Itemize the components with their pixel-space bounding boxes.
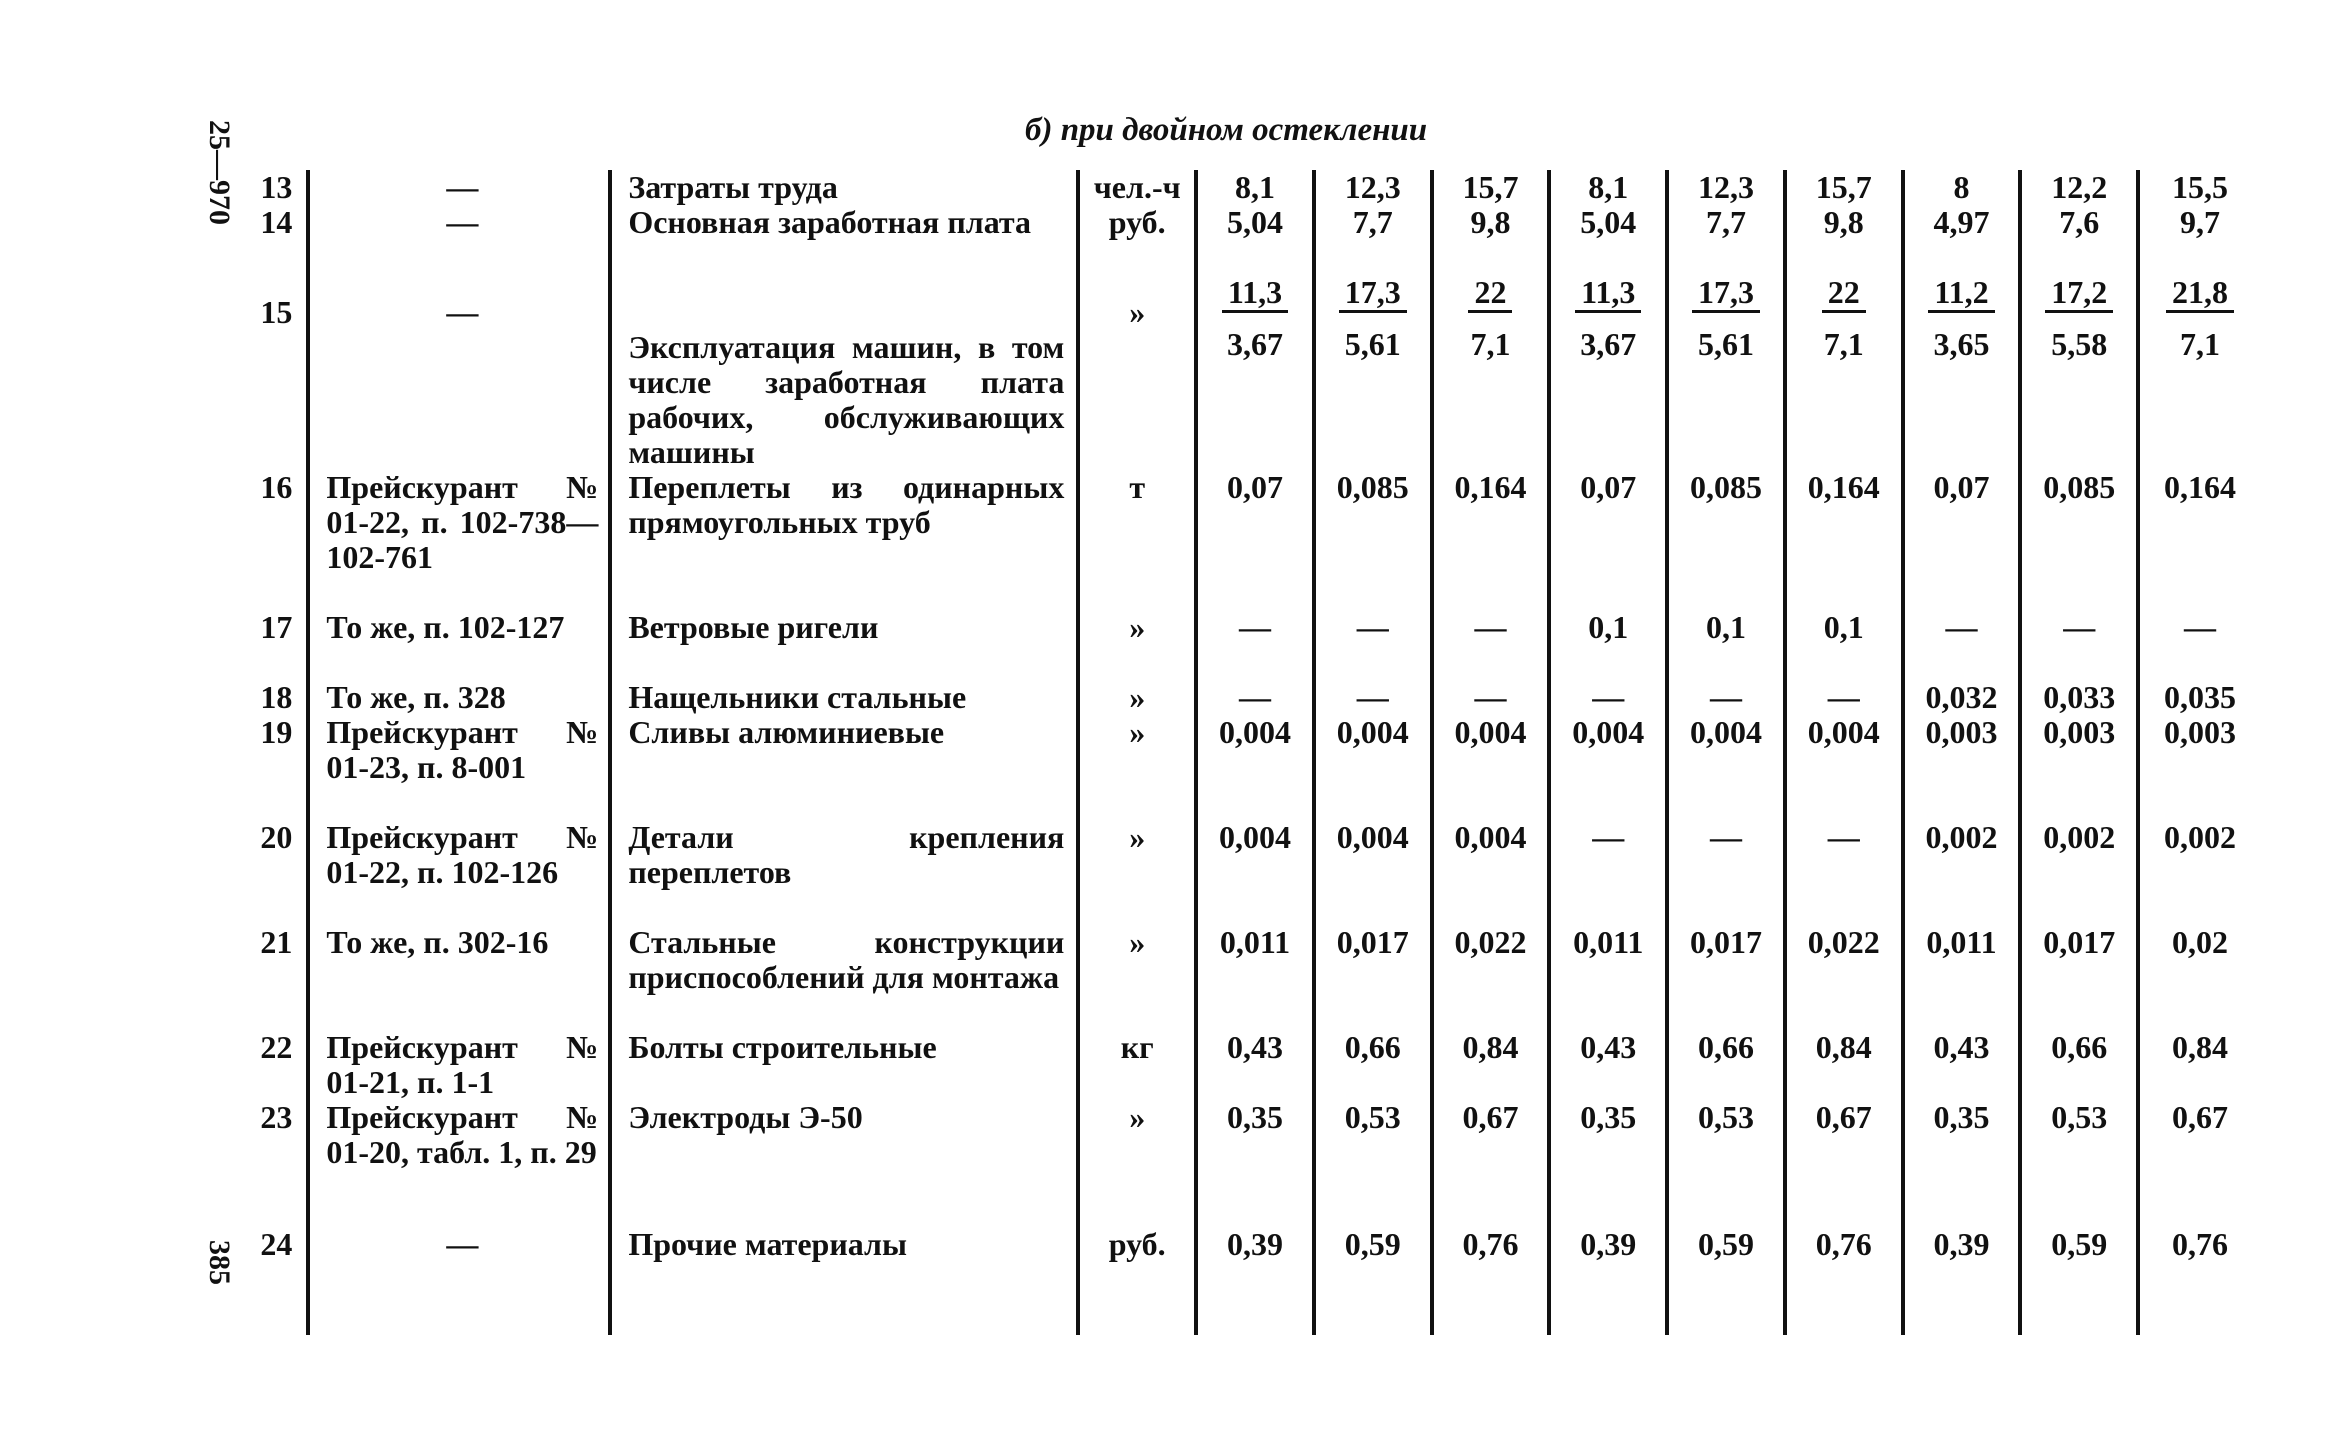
value-cell: — xyxy=(2138,610,2260,680)
row-number: 18 xyxy=(260,679,293,715)
value-cell: 0,07 xyxy=(1549,470,1667,610)
row-number: 16 xyxy=(260,469,293,505)
value-cell: 0,035 xyxy=(2138,680,2260,715)
unit-cell: » xyxy=(1078,820,1196,925)
fraction-numerator: 21,8 xyxy=(2166,275,2234,313)
value-cell: 0,66 xyxy=(1667,1030,1785,1100)
value-cell: 0,39 xyxy=(1196,1205,1314,1335)
value-cell: 0,002 xyxy=(1903,820,2021,925)
value-cell: — xyxy=(2020,610,2138,680)
source-cell: Прейскурант № 01-23, п. 8-001 xyxy=(308,715,610,820)
value-cell: 0,011 xyxy=(1196,925,1314,1030)
table-row xyxy=(250,925,2260,1030)
fraction-numerator: 17,2 xyxy=(2045,275,2113,313)
source-cell: Прейскурант № 01-20, табл. 1, п. 29 xyxy=(308,1100,610,1205)
fraction-numerator: 11,3 xyxy=(1222,275,1288,313)
value-cell: 0,1 xyxy=(1785,610,1903,680)
source-cell: Прейскурант № 01-22, п. 102-126 xyxy=(308,820,610,925)
value-cell: 8,1 xyxy=(1196,170,1314,205)
item-name: Нащельники стальные xyxy=(610,680,1078,715)
table-body xyxy=(250,170,2260,1335)
value-cell: 0,022 xyxy=(1785,925,1903,1030)
value-cell: 0,017 xyxy=(1667,925,1785,1030)
value-cell: — xyxy=(1549,820,1667,925)
unit-cell: чел.-ч xyxy=(1078,170,1196,205)
page-number-vertical: 385 xyxy=(203,1240,236,1285)
fraction-numerator: 11,2 xyxy=(1928,275,1994,313)
row-number: 14 xyxy=(260,204,293,240)
fraction-numerator: 17,3 xyxy=(1339,275,1407,313)
value-cell: — xyxy=(1196,610,1314,680)
fraction-denominator: 5,61 xyxy=(1344,326,1401,362)
value-cell: — xyxy=(1903,610,2021,680)
source-cell: То же, п. 302-16 xyxy=(308,925,610,1030)
value-cell: — xyxy=(1549,680,1667,715)
unit-cell: кг xyxy=(1078,1030,1196,1100)
value-cell: 0,011 xyxy=(1549,925,1667,1030)
value-cell: 0,67 xyxy=(1432,1100,1550,1205)
value-cell: 0,004 xyxy=(1785,715,1903,820)
value-cell: 0,164 xyxy=(1432,470,1550,610)
value-cell: — xyxy=(1314,610,1432,680)
value-cell: 0,39 xyxy=(1549,1205,1667,1335)
fraction-numerator: 11,3 xyxy=(1575,275,1641,313)
value-cell: 15,7 xyxy=(1432,170,1550,205)
value-cell: 12,3 xyxy=(1667,170,1785,205)
value-cell: 0,07 xyxy=(1196,470,1314,610)
value-cell: 0,84 xyxy=(1432,1030,1550,1100)
value-cell: 0,004 xyxy=(1196,715,1314,820)
value-cell: 12,2 xyxy=(2020,170,2138,205)
fraction xyxy=(2045,275,2113,362)
value-cell: 0,011 xyxy=(1903,925,2021,1030)
value-cell: 0,004 xyxy=(1667,715,1785,820)
norms-table-container xyxy=(250,170,2260,1295)
table-row xyxy=(250,680,2260,715)
value-cell-fraction xyxy=(1785,275,1903,470)
item-name: Основная заработная плата xyxy=(610,205,1078,275)
row-number: 24 xyxy=(260,1226,293,1262)
value-cell: 4,97 xyxy=(1903,205,2021,275)
value-cell: 0,004 xyxy=(1314,715,1432,820)
fraction-numerator: 22 xyxy=(1468,275,1512,313)
value-cell: 8,1 xyxy=(1549,170,1667,205)
fraction-denominator: 3,67 xyxy=(1226,326,1283,362)
value-cell-fraction xyxy=(2020,275,2138,470)
value-cell: 0,35 xyxy=(1196,1100,1314,1205)
item-name: Ветровые ригели xyxy=(610,610,1078,680)
table-row xyxy=(250,1100,2260,1205)
fraction xyxy=(1222,275,1288,362)
value-cell: 0,02 xyxy=(2138,925,2260,1030)
source-cell: — xyxy=(308,1205,610,1335)
value-cell: 0,59 xyxy=(2020,1205,2138,1335)
table-row xyxy=(250,275,2260,470)
item-name: Детали крепления переплетов xyxy=(610,820,1078,925)
row-number: 17 xyxy=(260,609,293,645)
value-cell-fraction xyxy=(1432,275,1550,470)
unit-cell: » xyxy=(1078,610,1196,680)
value-cell: — xyxy=(1432,680,1550,715)
value-cell: 0,43 xyxy=(1549,1030,1667,1100)
value-cell: — xyxy=(1432,610,1550,680)
source-cell: Прейскурант № 01-21, п. 1-1 xyxy=(308,1030,610,1100)
value-cell: 0,76 xyxy=(1432,1205,1550,1335)
source-cell: То же, п. 328 xyxy=(308,680,610,715)
value-cell: 0,39 xyxy=(1903,1205,2021,1335)
value-cell: — xyxy=(1314,680,1432,715)
fraction-denominator: 3,67 xyxy=(1580,326,1637,362)
item-name: Стальные конструкции приспособлений для монтажа xyxy=(610,925,1078,1030)
unit-cell: т xyxy=(1078,470,1196,610)
value-cell: 0,003 xyxy=(2020,715,2138,820)
norms-table xyxy=(250,170,2260,1335)
row-number: 23 xyxy=(260,1099,293,1135)
value-cell: 5,04 xyxy=(1549,205,1667,275)
value-cell: 0,017 xyxy=(1314,925,1432,1030)
unit-cell: » xyxy=(1078,275,1196,470)
value-cell-fraction xyxy=(1549,275,1667,470)
section-title: б) при двойном остеклении xyxy=(1025,112,1428,148)
value-cell-fraction xyxy=(1196,275,1314,470)
value-cell: 0,84 xyxy=(2138,1030,2260,1100)
value-cell: 0,67 xyxy=(1785,1100,1903,1205)
value-cell: 0,66 xyxy=(2020,1030,2138,1100)
table-row xyxy=(250,1030,2260,1100)
value-cell: 0,004 xyxy=(1432,715,1550,820)
value-cell: 0,002 xyxy=(2020,820,2138,925)
value-cell: 0,07 xyxy=(1903,470,2021,610)
row-number: 20 xyxy=(260,819,293,855)
value-cell: 0,085 xyxy=(1667,470,1785,610)
value-cell: 7,7 xyxy=(1314,205,1432,275)
fraction xyxy=(1928,275,1994,362)
value-cell: 0,53 xyxy=(2020,1100,2138,1205)
value-cell: — xyxy=(1667,820,1785,925)
value-cell: — xyxy=(1196,680,1314,715)
unit-cell: » xyxy=(1078,925,1196,1030)
value-cell: 0,53 xyxy=(1314,1100,1432,1205)
value-cell: 9,8 xyxy=(1432,205,1550,275)
value-cell: 0,003 xyxy=(2138,715,2260,820)
value-cell-fraction xyxy=(1314,275,1432,470)
fraction-numerator: 22 xyxy=(1822,275,1866,313)
value-cell: 0,164 xyxy=(1785,470,1903,610)
value-cell: 0,085 xyxy=(2020,470,2138,610)
item-name: Прочие материалы xyxy=(610,1205,1078,1335)
fraction xyxy=(2166,275,2234,362)
value-cell: 0,59 xyxy=(1314,1205,1432,1335)
row-number: 19 xyxy=(260,714,293,750)
value-cell: 0,004 xyxy=(1196,820,1314,925)
value-cell: 0,017 xyxy=(2020,925,2138,1030)
fraction-denominator: 5,61 xyxy=(1697,326,1754,362)
value-cell: — xyxy=(1785,680,1903,715)
value-cell: 9,8 xyxy=(1785,205,1903,275)
fraction-denominator: 3,65 xyxy=(1933,326,1990,362)
fraction-denominator: 5,58 xyxy=(2051,326,2108,362)
item-name: Затраты труда xyxy=(610,170,1078,205)
source-cell: — xyxy=(308,275,610,470)
unit-cell: » xyxy=(1078,680,1196,715)
value-cell: 0,085 xyxy=(1314,470,1432,610)
fraction-denominator: 7,1 xyxy=(1823,326,1864,362)
value-cell: 0,43 xyxy=(1196,1030,1314,1100)
value-cell: 0,022 xyxy=(1432,925,1550,1030)
item-name: Электроды Э-50 xyxy=(610,1100,1078,1205)
unit-cell: руб. xyxy=(1078,1205,1196,1335)
value-cell: 0,66 xyxy=(1314,1030,1432,1100)
value-cell: 0,84 xyxy=(1785,1030,1903,1100)
value-cell: 0,004 xyxy=(1549,715,1667,820)
value-cell: 7,7 xyxy=(1667,205,1785,275)
value-cell: 9,7 xyxy=(2138,205,2260,275)
value-cell: 0,033 xyxy=(2020,680,2138,715)
unit-cell: руб. xyxy=(1078,205,1196,275)
row-number: 15 xyxy=(260,294,293,330)
value-cell-fraction xyxy=(2138,275,2260,470)
value-cell: 0,164 xyxy=(2138,470,2260,610)
fraction-numerator: 17,3 xyxy=(1692,275,1760,313)
value-cell: 0,004 xyxy=(1314,820,1432,925)
value-cell: — xyxy=(1667,680,1785,715)
value-cell: 8 xyxy=(1903,170,2021,205)
value-cell: 7,6 xyxy=(2020,205,2138,275)
value-cell: 5,04 xyxy=(1196,205,1314,275)
table-row xyxy=(250,715,2260,820)
fraction-denominator: 7,1 xyxy=(1470,326,1511,362)
value-cell: 15,5 xyxy=(2138,170,2260,205)
value-cell-fraction xyxy=(1903,275,2021,470)
row-number: 21 xyxy=(260,924,293,960)
value-cell: 0,003 xyxy=(1903,715,2021,820)
source-cell: Прейскурант № 01-22, п. 102-738—102-761 xyxy=(308,470,610,610)
fraction xyxy=(1339,275,1407,362)
item-name: Эксплуатация машин, в том числе заработная плата рабочих, обслуживающих машины xyxy=(610,275,1078,470)
value-cell: 0,76 xyxy=(1785,1205,1903,1335)
item-name: Переплеты из одинарных прямоугольных труб xyxy=(610,470,1078,610)
table-row xyxy=(250,1205,2260,1335)
value-cell: 0,67 xyxy=(2138,1100,2260,1205)
source-cell: — xyxy=(308,205,610,275)
row-number: 22 xyxy=(260,1029,293,1065)
fraction xyxy=(1468,275,1512,362)
fraction xyxy=(1575,275,1641,362)
unit-cell: » xyxy=(1078,1100,1196,1205)
source-cell: То же, п. 102-127 xyxy=(308,610,610,680)
value-cell-fraction xyxy=(1667,275,1785,470)
table-row xyxy=(250,170,2260,205)
fraction xyxy=(1692,275,1760,362)
source-cell: — xyxy=(308,170,610,205)
page-code-vertical: 25—970 xyxy=(203,120,236,225)
item-name: Болты строительные xyxy=(610,1030,1078,1100)
value-cell: 0,76 xyxy=(2138,1205,2260,1335)
row-number: 13 xyxy=(260,169,293,205)
table-row xyxy=(250,820,2260,925)
value-cell: 0,35 xyxy=(1903,1100,2021,1205)
item-name: Сливы алюминиевые xyxy=(610,715,1078,820)
fraction-denominator: 7,1 xyxy=(2180,326,2221,362)
value-cell: 0,1 xyxy=(1549,610,1667,680)
value-cell: — xyxy=(1785,820,1903,925)
unit-cell: » xyxy=(1078,715,1196,820)
value-cell: 0,35 xyxy=(1549,1100,1667,1205)
value-cell: 0,1 xyxy=(1667,610,1785,680)
table-row xyxy=(250,610,2260,680)
value-cell: 15,7 xyxy=(1785,170,1903,205)
table-row xyxy=(250,205,2260,275)
fraction xyxy=(1822,275,1866,362)
value-cell: 0,53 xyxy=(1667,1100,1785,1205)
value-cell: 0,002 xyxy=(2138,820,2260,925)
value-cell: 12,3 xyxy=(1314,170,1432,205)
value-cell: 0,43 xyxy=(1903,1030,2021,1100)
value-cell: 0,004 xyxy=(1432,820,1550,925)
value-cell: 0,59 xyxy=(1667,1205,1785,1335)
table-row xyxy=(250,470,2260,610)
value-cell: 0,032 xyxy=(1903,680,2021,715)
